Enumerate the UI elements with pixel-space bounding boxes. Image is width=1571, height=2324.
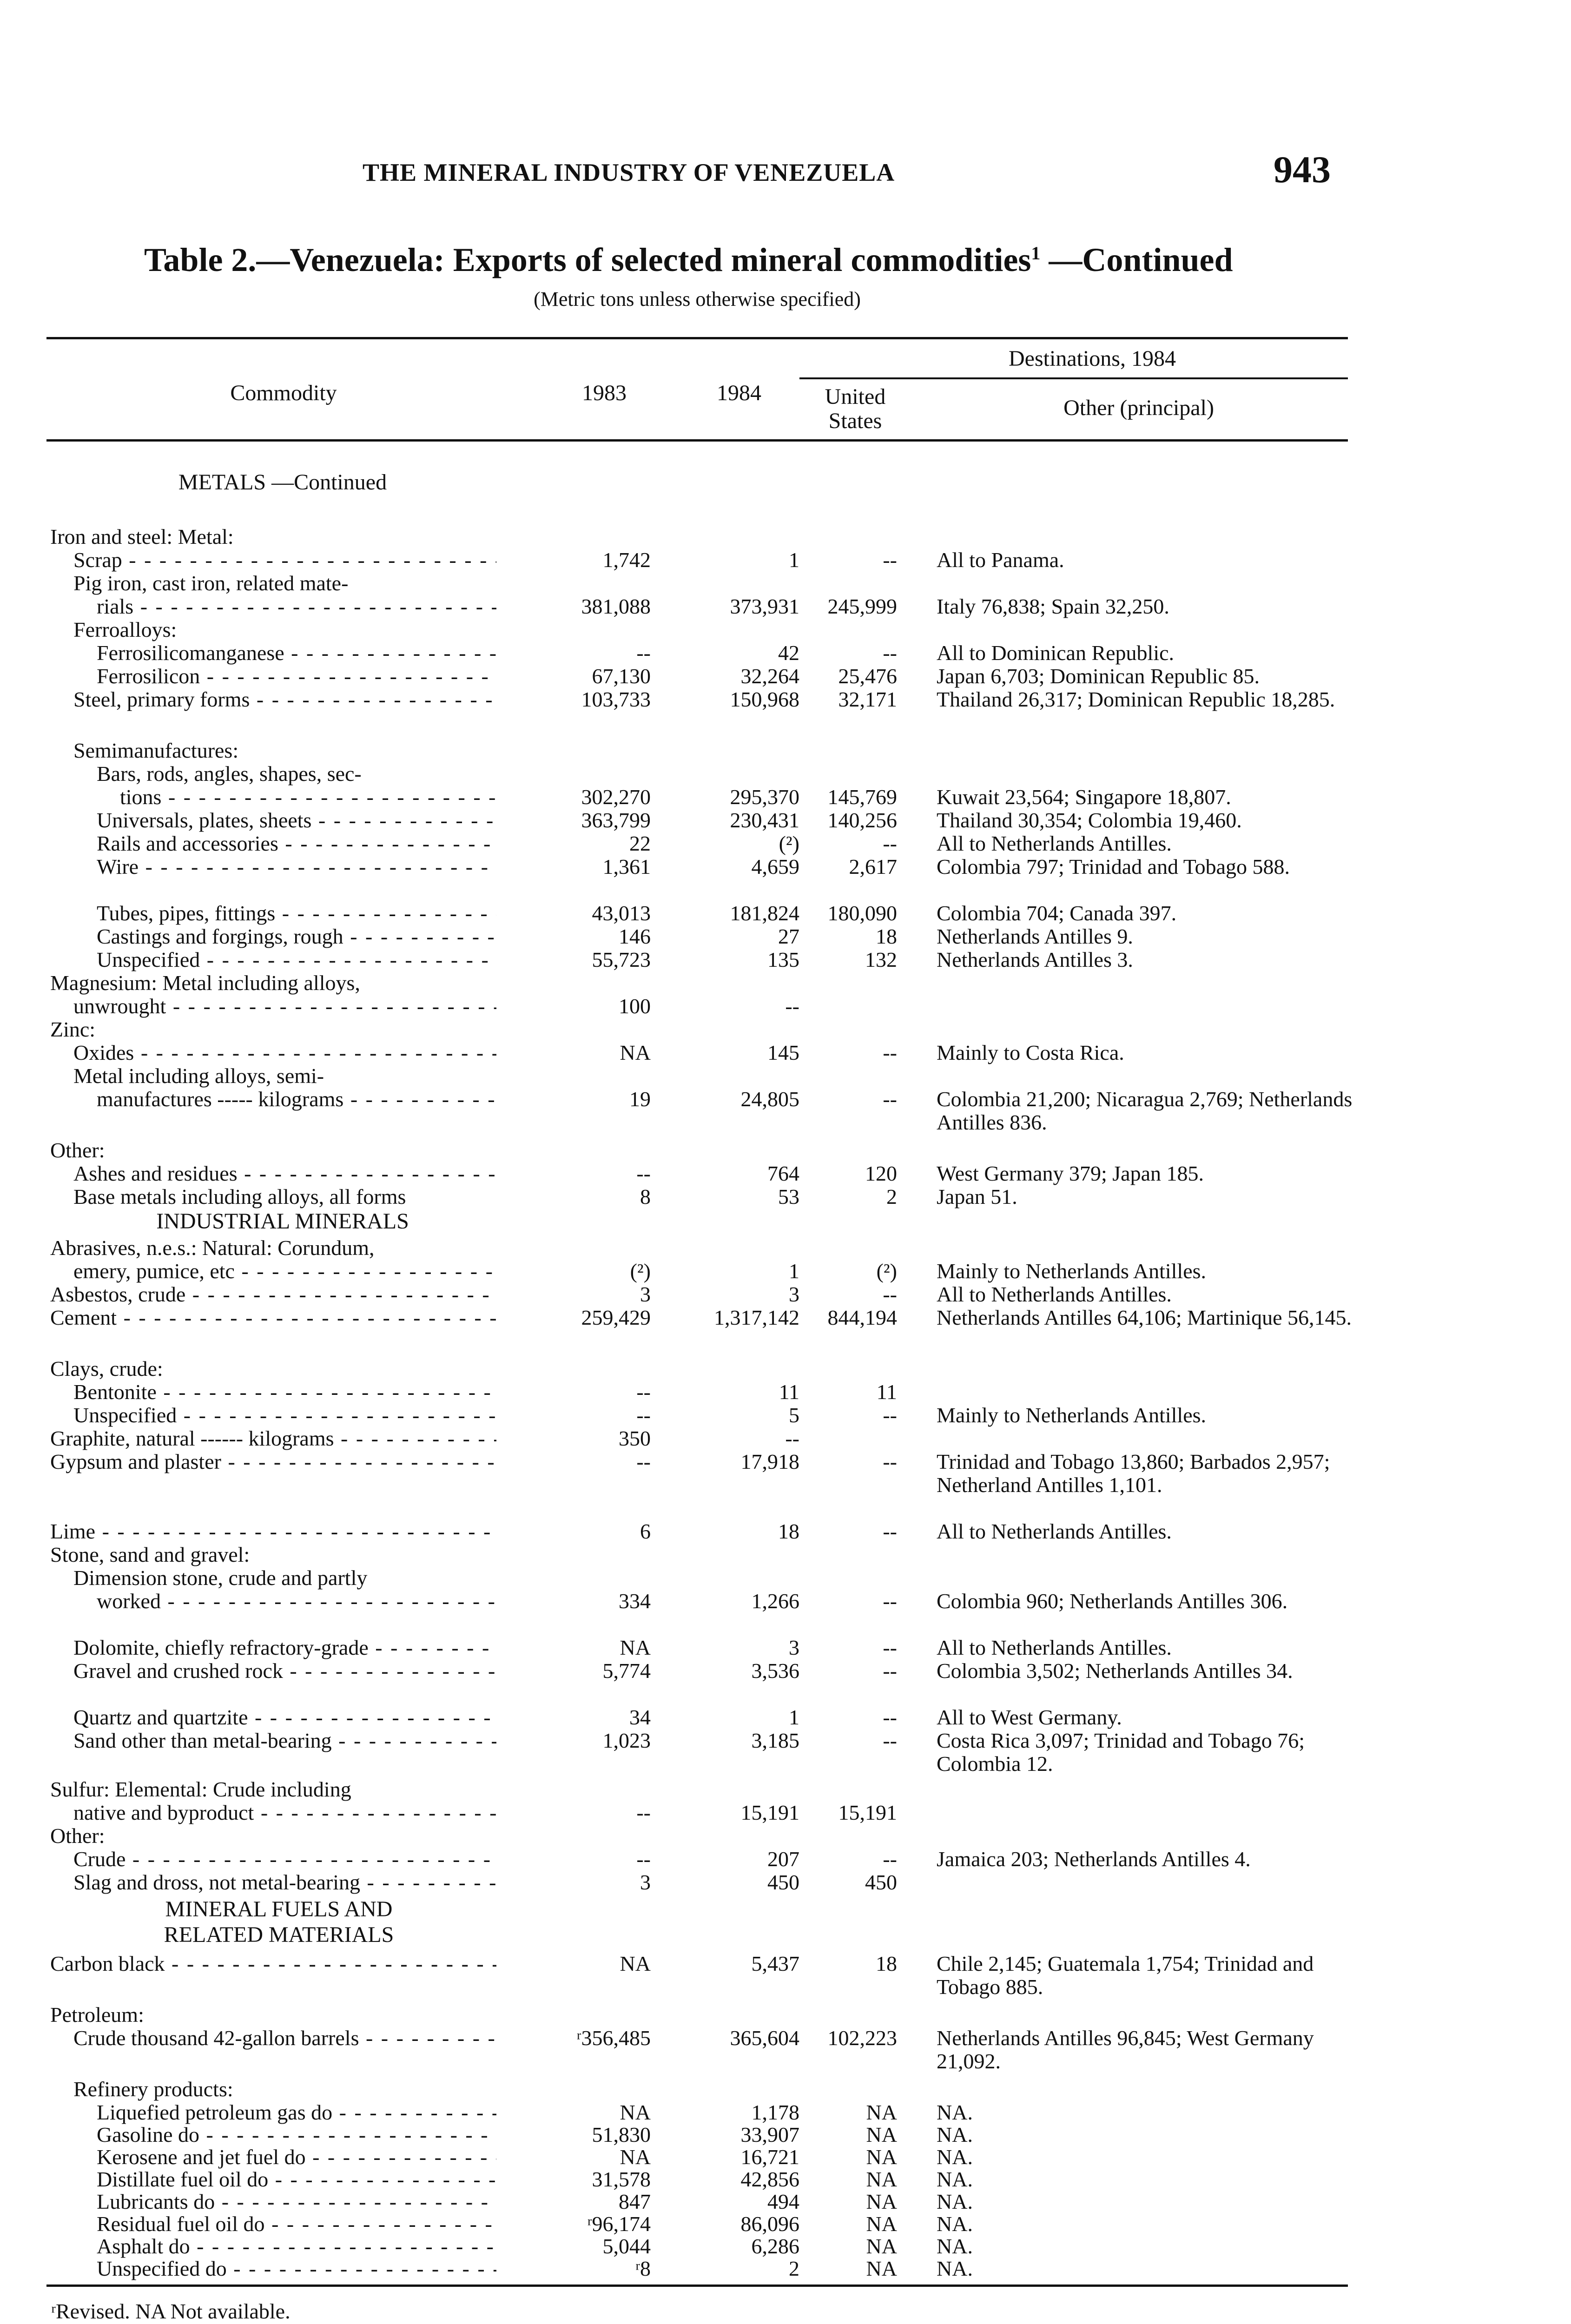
value-1984: 207 — [767, 1847, 799, 1871]
commodity-name: Crude thousand 42-gallon barrels - - - — [50, 2027, 496, 2050]
commodity-name: Petroleum: — [50, 2003, 144, 2027]
commodity-name: Tubes, pipes, fittings - - - — [50, 902, 496, 925]
section-heading: INDUSTRIAL MINERALS — [156, 1209, 409, 1234]
value-1984: 18 — [778, 1519, 799, 1543]
value-1984: -- — [785, 994, 799, 1018]
commodity-name: Bars, rods, angles, shapes, sec- — [97, 762, 362, 786]
commodity-name: Semimanufactures: — [73, 739, 239, 762]
running-head: THE MINERAL INDUSTRY OF VENEZUELA — [363, 158, 895, 186]
value-united-states: -- — [883, 1519, 897, 1543]
commodity-name: unwrought - - - — [50, 995, 496, 1018]
value-1983: 43,013 — [592, 901, 651, 925]
value-1984: 181,824 — [730, 901, 799, 925]
destination-other: Japan 51. — [937, 1185, 1017, 1208]
value-united-states: 145,769 — [827, 785, 897, 809]
top-rule — [46, 337, 1348, 339]
value-1984: 16,721 — [740, 2145, 799, 2169]
value-united-states: NA — [866, 2167, 897, 2191]
value-united-states: 2 — [886, 1185, 897, 1208]
value-1984: 145 — [767, 1041, 799, 1064]
commodity-name: worked - - - — [50, 1590, 496, 1613]
value-united-states: NA — [866, 2190, 897, 2213]
commodity-name: Lubricants do - - - — [50, 2190, 496, 2213]
destination-other: NA. — [937, 2257, 973, 2280]
commodity-name: Crude - - - — [50, 1848, 496, 1871]
value-1983: 1,361 — [602, 855, 651, 878]
value-1983: 334 — [619, 1589, 651, 1613]
value-1983: 19 — [629, 1087, 651, 1111]
value-1984: 15,191 — [740, 1801, 799, 1824]
commodity-name: Cement - - - — [50, 1306, 496, 1329]
commodity-name: Universals, plates, sheets - - - — [50, 809, 496, 832]
commodity-name: Lime - - - — [50, 1520, 496, 1543]
commodity-name: Steel, primary forms - - - — [50, 688, 496, 711]
value-united-states: 844,194 — [827, 1306, 897, 1329]
commodity-name: rials - - - — [50, 595, 496, 618]
header-destinations: Destinations, 1984 — [1009, 346, 1176, 371]
destination-other: Trinidad and Tobago 13,860; Barbados 2,957; Netherland Antilles 1,101. — [937, 1450, 1330, 1497]
commodity-name: Zinc: — [50, 1018, 96, 1041]
footnote-revised: ʳRevised. NA Not available. — [51, 2299, 290, 2323]
commodity-name: Liquefied petroleum gas do - - - — [50, 2101, 496, 2124]
value-1984: 11 — [779, 1380, 799, 1404]
value-1984: 365,604 — [730, 2026, 799, 2050]
value-1983: 103,733 — [581, 687, 651, 711]
value-united-states: -- — [883, 1087, 897, 1111]
value-1984: 42 — [778, 641, 799, 665]
value-1984: 53 — [778, 1185, 799, 1208]
value-united-states: -- — [883, 1450, 897, 1473]
value-1983: 31,578 — [592, 2167, 651, 2191]
value-1984: 32,264 — [740, 664, 799, 688]
commodity-name: Dolomite, chiefly refractory-grade - - - — [50, 1636, 496, 1659]
destination-other: Colombia 960; Netherlands Antilles 306. — [937, 1589, 1288, 1613]
header-commodity: Commodity — [230, 381, 337, 405]
destination-other: All to Netherlands Antilles. — [937, 1282, 1172, 1306]
destination-other: Mainly to Costa Rica. — [937, 1041, 1124, 1064]
commodity-name: Refinery products: — [73, 2078, 233, 2101]
value-united-states: 18 — [876, 1952, 897, 1975]
destination-other: NA. — [937, 2167, 973, 2191]
value-united-states: NA — [866, 2212, 897, 2236]
value-1983: 350 — [619, 1426, 651, 1450]
commodity-name: native and byproduct - - - — [50, 1801, 496, 1824]
value-united-states: -- — [883, 1282, 897, 1306]
destination-other: Costa Rica 3,097; Trinidad and Tobago 76; Colombia 12. — [937, 1729, 1305, 1776]
destination-other: Colombia 21,200; Nicaragua 2,769; Netherlands Antilles 836. — [937, 1087, 1353, 1134]
value-united-states: 32,171 — [838, 687, 897, 711]
value-1983: 3 — [640, 1870, 651, 1894]
value-1983: NA — [620, 2145, 651, 2169]
commodity-name: Kerosene and jet fuel do - - - — [50, 2146, 496, 2169]
value-1983: 363,799 — [581, 808, 651, 832]
value-united-states: 245,999 — [827, 594, 897, 618]
value-1984: 1,266 — [751, 1589, 799, 1613]
destination-other: NA. — [937, 2123, 973, 2146]
value-1983: 5,044 — [602, 2234, 651, 2258]
bottom-rule — [46, 2284, 1348, 2287]
value-1984: 1 — [789, 1705, 799, 1729]
commodity-name: Rails and accessories - - - — [50, 832, 496, 855]
commodity-name: Castings and forgings, rough - - - — [50, 925, 496, 948]
value-1983: -- — [636, 1847, 651, 1871]
value-1983: 51,830 — [592, 2123, 651, 2146]
value-1983: -- — [636, 641, 651, 665]
value-1983: 8 — [640, 1185, 651, 1208]
destination-other: Colombia 704; Canada 397. — [937, 901, 1177, 925]
commodity-name: Magnesium: Metal including alloys, — [50, 971, 360, 995]
value-1983: -- — [636, 1801, 651, 1824]
value-1984: 450 — [767, 1870, 799, 1894]
value-1983: 34 — [629, 1705, 651, 1729]
value-1984: 1 — [789, 1259, 799, 1283]
value-1984: 295,370 — [730, 785, 799, 809]
value-1983: 146 — [619, 924, 651, 948]
destination-other: Netherlands Antilles 96,845; West Germany 21,092. — [937, 2026, 1314, 2073]
header-1983: 1983 — [582, 381, 627, 405]
value-1983: NA — [620, 2100, 651, 2124]
commodity-name: Dimension stone, crude and partly — [73, 1566, 368, 1590]
value-united-states: -- — [883, 1403, 897, 1427]
destination-other: Japan 6,703; Dominican Republic 85. — [937, 664, 1260, 688]
value-united-states: 102,223 — [827, 2026, 897, 2050]
value-1983: 1,742 — [602, 548, 651, 572]
commodity-name: Unspecified do - - - — [50, 2257, 496, 2280]
value-1984: 42,856 — [740, 2167, 799, 2191]
value-united-states: 18 — [876, 924, 897, 948]
destinations-rule — [799, 377, 1348, 379]
value-1983: 302,270 — [581, 785, 651, 809]
section-heading: METALS —Continued — [178, 470, 387, 495]
commodity-name: Other: — [50, 1139, 105, 1162]
commodity-name: Wire - - - — [50, 855, 496, 878]
value-1984: 135 — [767, 948, 799, 971]
destination-other: Mainly to Netherlands Antilles. — [937, 1403, 1207, 1427]
commodity-name: Gypsum and plaster - - - — [50, 1450, 496, 1473]
destination-other: All to Netherlands Antilles. — [937, 1519, 1172, 1543]
value-united-states: 180,090 — [827, 901, 897, 925]
value-united-states: -- — [883, 1729, 897, 1752]
value-1984: 27 — [778, 924, 799, 948]
commodity-name: Ferroalloys: — [73, 618, 177, 641]
destination-other: Italy 76,838; Spain 32,250. — [937, 594, 1169, 618]
value-united-states: 120 — [865, 1162, 897, 1185]
value-1984: -- — [785, 1426, 799, 1450]
value-united-states: -- — [883, 1847, 897, 1871]
value-united-states: -- — [883, 1659, 897, 1683]
commodity-name: Other: — [50, 1824, 105, 1848]
value-1983: -- — [636, 1380, 651, 1404]
value-united-states: NA — [866, 2234, 897, 2258]
destination-other: West Germany 379; Japan 185. — [937, 1162, 1204, 1185]
value-1984: 17,918 — [740, 1450, 799, 1473]
value-1984: 3,536 — [751, 1659, 799, 1683]
commodity-name: emery, pumice, etc - - - — [50, 1260, 496, 1283]
value-1984: 1,178 — [751, 2100, 799, 2124]
commodity-name: Asphalt do - - - — [50, 2235, 496, 2258]
value-united-states: NA — [866, 2145, 897, 2169]
destination-other: Kuwait 23,564; Singapore 18,807. — [937, 785, 1231, 809]
destination-other: All to Netherlands Antilles. — [937, 1636, 1172, 1659]
value-1983: NA — [620, 1952, 651, 1975]
value-1984: 1,317,142 — [714, 1306, 799, 1329]
commodity-name: Scrap - - - — [50, 548, 496, 572]
destination-other: All to West Germany. — [937, 1705, 1122, 1729]
table-title — [144, 241, 1233, 279]
table-title-text: Table 2.—Venezuela: Exports of selected mineral commodities — [144, 241, 1031, 278]
value-1983: 55,723 — [592, 948, 651, 971]
commodity-name: manufactures ----- kilograms - - - — [50, 1088, 496, 1111]
destination-other: Netherlands Antilles 64,106; Martinique 56,145. — [937, 1306, 1352, 1329]
value-1984: 150,968 — [730, 687, 799, 711]
value-1984: 230,431 — [730, 808, 799, 832]
destination-other: Jamaica 203; Netherlands Antilles 4. — [937, 1847, 1251, 1871]
destination-other: Colombia 797; Trinidad and Tobago 588. — [937, 855, 1290, 878]
value-1984: 3,185 — [751, 1729, 799, 1752]
value-1984: 4,659 — [751, 855, 799, 878]
value-united-states: 140,256 — [827, 808, 897, 832]
value-1983: 381,088 — [581, 594, 651, 618]
value-united-states: -- — [883, 1041, 897, 1064]
header-other-principal: Other (principal) — [1063, 396, 1214, 420]
value-1983: ʳ8 — [635, 2257, 651, 2280]
value-1983: 3 — [640, 1282, 651, 1306]
value-united-states: -- — [883, 832, 897, 855]
value-1984: 6,286 — [751, 2234, 799, 2258]
value-1984: 764 — [767, 1162, 799, 1185]
commodity-name: Iron and steel: Metal: — [50, 525, 234, 548]
value-1984: (²) — [779, 832, 799, 855]
value-1983: 5,774 — [602, 1659, 651, 1683]
value-1984: 1 — [789, 548, 799, 572]
value-1984: 2 — [789, 2257, 799, 2280]
destination-other: NA. — [937, 2234, 973, 2258]
header-1984: 1984 — [717, 381, 761, 405]
value-1983: 6 — [640, 1519, 651, 1543]
commodity-name: Graphite, natural ------ kilograms - - - — [50, 1427, 496, 1450]
commodity-name: Slag and dross, not metal-bearing - - - — [50, 1871, 496, 1894]
commodity-name: Ashes and residues - - - — [50, 1162, 496, 1185]
page-number: 943 — [1274, 148, 1331, 191]
commodity-name: Residual fuel oil do - - - — [50, 2212, 496, 2236]
value-united-states: -- — [883, 1705, 897, 1729]
commodity-name: Ferrosilicomanganese - - - — [50, 641, 496, 665]
table-subtitle: (Metric tons unless otherwise specified) — [534, 288, 861, 310]
value-united-states: 15,191 — [838, 1801, 897, 1824]
value-united-states: -- — [883, 1589, 897, 1613]
value-1983: 100 — [619, 994, 651, 1018]
value-1983: 259,429 — [581, 1306, 651, 1329]
commodity-name: Abrasives, n.e.s.: Natural: Corundum, — [50, 1236, 375, 1260]
destination-other: NA. — [937, 2212, 973, 2236]
commodity-name: tions - - - — [50, 786, 496, 809]
destination-other: NA. — [937, 2100, 973, 2124]
value-united-states: -- — [883, 1636, 897, 1659]
destination-other: Thailand 26,317; Dominican Republic 18,285. — [937, 687, 1335, 711]
value-1983: 1,023 — [602, 1729, 651, 1752]
destination-other: NA. — [937, 2190, 973, 2213]
table-title-note: 1 — [1031, 243, 1041, 264]
commodity-name: Unspecified - - - — [50, 1404, 496, 1427]
commodity-name: Stone, sand and gravel: — [50, 1543, 250, 1566]
value-1984: 86,096 — [740, 2212, 799, 2236]
commodity-name: Bentonite - - - — [50, 1380, 496, 1404]
commodity-name: Distillate fuel oil do - - - — [50, 2168, 496, 2191]
commodity-name: Quartz and quartzite - - - — [50, 1706, 496, 1729]
commodity-name: Oxides - - - — [50, 1041, 496, 1064]
value-1984: 494 — [767, 2190, 799, 2213]
value-1983: -- — [636, 1450, 651, 1473]
commodity-name: Clays, crude: — [50, 1357, 163, 1380]
destination-other: Chile 2,145; Guatemala 1,754; Trinidad and Tobago 885. — [937, 1952, 1314, 1999]
header-bottom-rule — [46, 439, 1348, 442]
value-1984: 5 — [789, 1403, 799, 1427]
value-1984: 373,931 — [730, 594, 799, 618]
commodity-name: Sand other than metal-bearing - - - — [50, 1729, 496, 1752]
value-1984: 5,437 — [751, 1952, 799, 1975]
destination-other: Mainly to Netherlands Antilles. — [937, 1259, 1207, 1283]
value-1983: (²) — [630, 1259, 651, 1283]
value-1983: -- — [636, 1162, 651, 1185]
value-1983: 847 — [619, 2190, 651, 2213]
destination-other: All to Panama. — [937, 548, 1064, 572]
destination-other: Netherlands Antilles 3. — [937, 948, 1133, 971]
destination-other: Colombia 3,502; Netherlands Antilles 34. — [937, 1659, 1293, 1683]
value-1983: NA — [620, 1636, 651, 1659]
value-1983: NA — [620, 1041, 651, 1064]
value-1984: 3 — [789, 1282, 799, 1306]
section-heading: MINERAL FUELS AND RELATED MATERIALS — [164, 1897, 394, 1947]
commodity-name: Ferrosilicon - - - — [50, 665, 496, 688]
value-1983: 67,130 — [592, 664, 651, 688]
value-united-states: NA — [866, 2257, 897, 2280]
destination-other: Netherlands Antilles 9. — [937, 924, 1133, 948]
commodity-name: Unspecified - - - — [50, 948, 496, 971]
value-united-states: 132 — [865, 948, 897, 971]
commodity-name: Metal including alloys, semi- — [73, 1064, 324, 1088]
table-title-suffix: —Continued — [1040, 241, 1233, 278]
destination-other: Thailand 30,354; Colombia 19,460. — [937, 808, 1242, 832]
value-1984: 24,805 — [740, 1087, 799, 1111]
commodity-name: Gravel and crushed rock - - - — [50, 1659, 496, 1683]
value-united-states: 25,476 — [838, 664, 897, 688]
footnotes — [51, 2298, 325, 2324]
value-united-states: NA — [866, 2100, 897, 2124]
value-1984: 3 — [789, 1636, 799, 1659]
destination-other: All to Dominican Republic. — [937, 641, 1175, 665]
value-united-states: (²) — [876, 1259, 897, 1283]
commodity-name: Asbestos, crude - - - — [50, 1283, 496, 1306]
value-1983: -- — [636, 1403, 651, 1427]
value-united-states: -- — [883, 641, 897, 665]
value-united-states: 450 — [865, 1870, 897, 1894]
commodity-name: Carbon black - - - — [50, 1952, 496, 1975]
value-united-states: 2,617 — [849, 855, 897, 878]
destination-other: NA. — [937, 2145, 973, 2169]
value-1984: 33,907 — [740, 2123, 799, 2146]
value-1983: 22 — [629, 832, 651, 855]
value-united-states: -- — [883, 548, 897, 572]
header-united-states: United States — [825, 384, 886, 433]
value-united-states: 11 — [876, 1380, 897, 1404]
commodity-name: Gasoline do - - - — [50, 2123, 496, 2146]
destination-other: All to Netherlands Antilles. — [937, 832, 1172, 855]
commodity-name: Base metals including alloys, all forms — [73, 1185, 406, 1208]
value-united-states: NA — [866, 2123, 897, 2146]
commodity-name: Pig iron, cast iron, related mate- — [73, 572, 349, 595]
value-1983: ʳ356,485 — [576, 2026, 651, 2050]
commodity-name: Sulfur: Elemental: Crude including — [50, 1778, 351, 1801]
value-1983: ʳ96,174 — [587, 2212, 651, 2236]
